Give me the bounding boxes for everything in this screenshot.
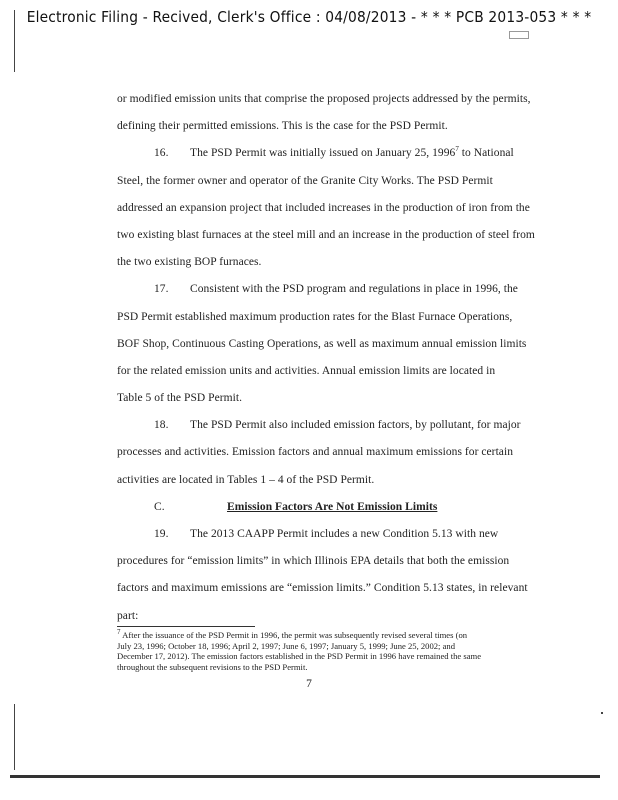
document-body: [117, 86, 537, 630]
body-text: The 2013 CAAPP Permit includes a new Condition 5.13 with new: [190, 528, 499, 540]
body-line: defining their permitted emissions. This is the case for the PSD Permit.: [117, 120, 448, 133]
footnote-reference: 7: [455, 145, 459, 154]
body-line: for the related emission units and activities. Annual emission limits are located in: [117, 364, 496, 377]
body-line: PSD Permit established maximum production rates for the Blast Furnace Operations,: [117, 310, 513, 323]
section-heading-c: [117, 494, 537, 521]
paragraph-number: 19.: [154, 528, 169, 540]
body-line: processes and activities. Emission factors and annual maximum emissions for certain: [117, 446, 514, 459]
footnote-line: [117, 630, 537, 641]
footnote-line: July 23, 1996; October 18, 1996; April 2, 1997; June 6, 1997; January 5, 1999; June 25, 2002; and: [117, 640, 455, 651]
page-number: 7: [306, 678, 312, 690]
body-text: Consistent with the PSD program and regulations in place in 1996, the: [190, 283, 518, 296]
scan-bottom-border: [10, 775, 600, 778]
body-line: or modified emission units that comprise the proposed projects addressed by the permits,: [117, 93, 531, 105]
body-line: the two existing BOP furnaces.: [117, 256, 262, 269]
body-line: procedures for “emission limits” in which Illinois EPA details that both the emission: [117, 555, 510, 568]
body-text: The PSD Permit also included emission factors, by pollutant, for major: [190, 419, 521, 432]
filing-stamp-header: Electronic Filing - Recived, Clerk's Office : 04/08/2013 - * * * PCB 2013-053 * * *: [26, 8, 592, 26]
footnote-line: December 17, 2012). The emission factors established in the PSD Permit in 1996 have remained the same: [117, 651, 482, 662]
body-line: factors and maximum emissions are “emission limits.” Condition 5.13 states, in relevant: [117, 582, 528, 595]
body-line: part:: [117, 609, 139, 622]
footnote: [117, 630, 537, 672]
body-line: Table 5 of the PSD Permit.: [117, 392, 243, 405]
paragraph-18-first-line: [117, 412, 537, 439]
clerk-seal-mark: [509, 31, 529, 39]
body-line: addressed an expansion project that included increases in the production of iron from the: [117, 201, 530, 214]
body-line: two existing blast furnaces at the steel mill and an increase in the production of steel from: [117, 228, 535, 241]
body-text: The PSD Permit was initially issued on January 25, 1996: [190, 147, 456, 160]
footnote-text: After the issuance of the PSD Permit in 1996, the permit was subsequently revised several times (on: [120, 630, 468, 640]
section-title: Emission Factors Are Not Emission Limits: [227, 500, 438, 513]
body-text: to National: [458, 147, 514, 160]
paragraph-number: 18.: [154, 419, 169, 432]
paragraph-16-first-line: [117, 140, 537, 167]
body-line: Steel, the former owner and operator of the Granite City Works. The PSD Permit: [117, 174, 493, 187]
scan-edge-mark: [14, 704, 15, 770]
paragraph-17-first-line: [117, 276, 537, 303]
footnote-line: throughout the subsequent revisions to the PSD Permit.: [117, 661, 308, 672]
footnote-marker: 7: [117, 628, 121, 637]
scan-edge-mark: [14, 10, 15, 72]
footnote-separator: [117, 626, 255, 627]
section-letter: C.: [154, 500, 165, 513]
body-line: BOF Shop, Continuous Casting Operations, as well as maximum annual emission limits: [117, 337, 527, 350]
paragraph-number: 16.: [154, 147, 169, 160]
paragraph-number: 17.: [154, 283, 169, 296]
body-line: activities are located in Tables 1 – 4 of the PSD Permit.: [117, 473, 375, 486]
scan-speck: [601, 712, 603, 714]
paragraph-19-first-line: [117, 521, 537, 548]
